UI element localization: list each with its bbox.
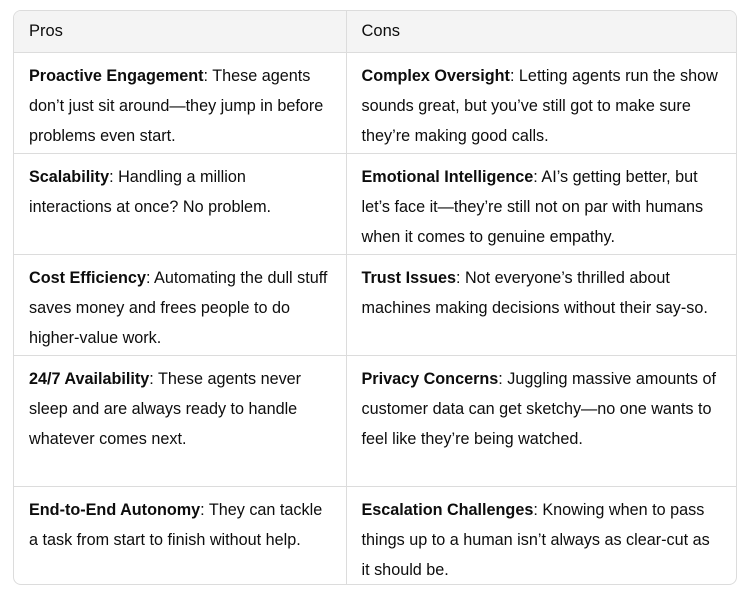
pro-title: End-to-End Autonomy <box>29 500 201 519</box>
con-cell <box>346 153 736 254</box>
table-row <box>14 153 736 254</box>
con-cell <box>346 254 736 355</box>
con-title: Complex Oversight <box>361 66 510 85</box>
pro-text: : These agents never sleep and are always ready to handle whatever comes next. <box>29 369 302 449</box>
con-text: : AI’s getting better, but let’s face it—they’re still not on par with humans when it comes to genuine empathy. <box>361 167 704 247</box>
pro-cell <box>14 486 346 585</box>
pro-cell <box>14 254 346 355</box>
table-row <box>14 355 736 486</box>
pros-cons-table <box>13 10 737 585</box>
con-text: : Juggling massive amounts of customer data can get sketchy—no one wants to feel like they’re being watched. <box>361 369 717 449</box>
table-row <box>14 254 736 355</box>
con-cell <box>346 355 736 486</box>
con-title: Escalation Challenges <box>361 500 534 519</box>
pro-text: : Handling a million interactions at once? No problem. <box>29 167 272 216</box>
table-body <box>14 52 736 585</box>
con-cell <box>346 52 736 153</box>
header-row <box>14 11 736 52</box>
pro-title: 24/7 Availability <box>29 369 150 388</box>
con-title: Trust Issues <box>361 268 456 287</box>
header-pros: Pros <box>14 11 346 52</box>
pro-text: : They can tackle a task from start to finish without help. <box>29 500 323 549</box>
table-row <box>14 52 736 153</box>
pro-text: : These agents don’t just sit around—they jump in before problems even start. <box>29 66 324 146</box>
con-text: : Not everyone’s thrilled about machines making decisions without their say-so. <box>361 268 708 317</box>
con-title: Emotional Intelligence <box>361 167 534 186</box>
pro-title: Cost Efficiency <box>29 268 146 287</box>
pro-title: Proactive Engagement <box>29 66 204 85</box>
con-title: Privacy Concerns <box>361 369 499 388</box>
con-text: : Knowing when to pass things up to a human isn’t always as clear-cut as it should be. <box>361 500 710 580</box>
pro-title: Scalability <box>29 167 110 186</box>
header-cons: Cons <box>346 11 736 52</box>
con-cell <box>346 486 736 585</box>
pro-cell <box>14 355 346 486</box>
pros-cons-grid <box>14 11 736 585</box>
pro-cell <box>14 153 346 254</box>
table-header <box>14 11 736 52</box>
pro-text: : Automating the dull stuff saves money and frees people to do higher-value work. <box>29 268 328 348</box>
pro-cell <box>14 52 346 153</box>
con-text: : Letting agents run the show sounds great, but you’ve still got to make sure they’re making good calls. <box>361 66 718 146</box>
table-row <box>14 486 736 585</box>
